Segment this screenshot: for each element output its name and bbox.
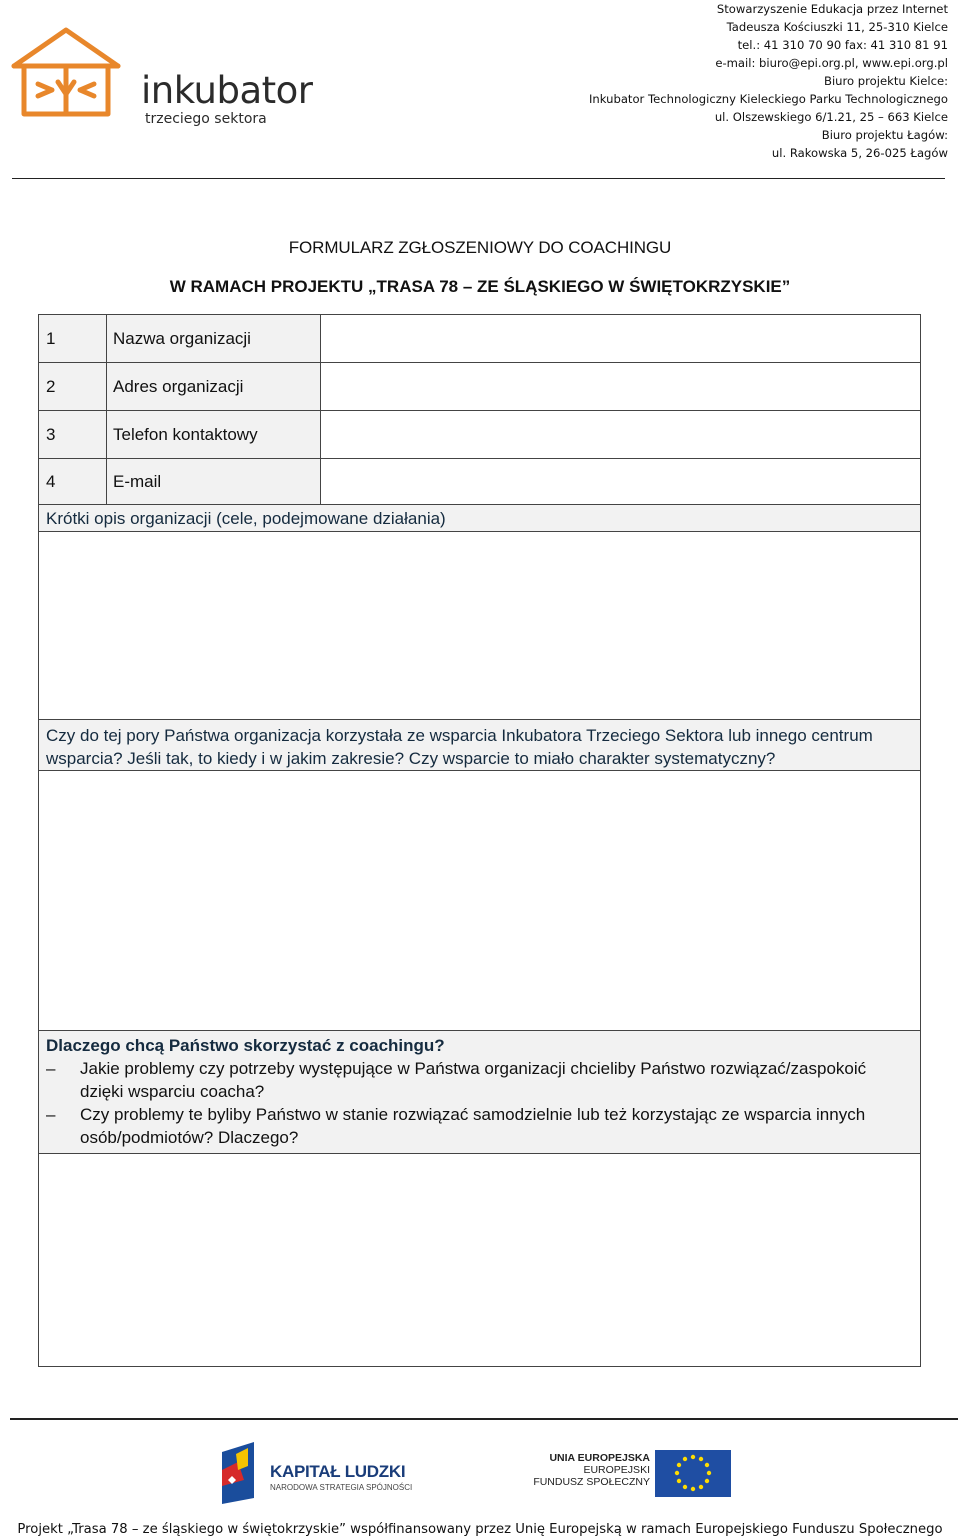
phone-field[interactable] (321, 411, 920, 458)
eu-line: EUROPEJSKI (583, 1464, 650, 1476)
previous-support-answer[interactable] (39, 771, 920, 1031)
bullet-text: Czy problemy te byliby Państwo w stanie rozwiązać samodzielnie lub też korzystając ze wsparcia innych osób/podmiotów? Dlaczego? (80, 1105, 866, 1147)
contact-line: e-mail: biuro@epi.org.pl, www.epi.org.pl (715, 56, 948, 70)
field-label: Adres organizacji (107, 363, 321, 410)
question-lead: Dlaczego chcą Państwo skorzystać z coachingu? (46, 1036, 445, 1055)
form-row-organization-name (39, 315, 920, 363)
kapital-ludzki-subtitle: NARODOWA STRATEGIA SPÓJNOŚCI (270, 1483, 413, 1492)
footer-project-note: Projekt „Trasa 78 – ze śląskiego w świętokrzyskie” współfinansowany przez Unię Europejską w ramach Europejskiego Funduszu Społecznego (17, 1522, 943, 1537)
form-row-phone (39, 411, 920, 459)
contact-line: Inkubator Technologiczny Kieleckiego Parku Technologicznego (588, 92, 948, 106)
footer-divider (10, 1418, 958, 1420)
field-label: Telefon kontaktowy (107, 411, 321, 458)
eu-line: FUNDUSZ SPOŁECZNY (533, 1476, 650, 1488)
inkubator-logo (8, 22, 313, 132)
bullet-text: Jakie problemy czy potrzeby występujące w Państwa organizacji chcieliby Państwo rozwiązać/zaspokoić dzięki wsparciu coacha? (80, 1059, 867, 1101)
contact-line: Biuro projektu Kielce: (823, 74, 948, 88)
question-bullet (46, 1103, 913, 1149)
row-number: 4 (39, 459, 107, 504)
row-number: 3 (39, 411, 107, 458)
field-label: Nazwa organizacji (107, 315, 321, 362)
contact-info (589, 0, 948, 162)
question-organization-description: Krótki opis organizacji (cele, podejmowane działania) (39, 504, 920, 532)
field-label: E-mail (107, 459, 321, 504)
house-box-icon (8, 22, 128, 127)
bullet-dash: – (46, 1059, 56, 1078)
kapital-ludzki-flag-icon (218, 1440, 268, 1506)
organization-name-field[interactable] (321, 315, 920, 362)
contact-line: tel.: 41 310 70 90 fax: 41 310 81 91 (737, 38, 948, 52)
contact-line: Biuro projektu Łagów: (821, 128, 948, 142)
logo-wordmark: inkubator (141, 69, 313, 112)
eu-stars-icon (655, 1450, 731, 1497)
eu-text (533, 1452, 650, 1488)
email-field[interactable] (321, 459, 920, 504)
question-coaching-reason (39, 1031, 920, 1154)
form-row-organization-address (39, 363, 920, 411)
contact-line: Stowarzyszenie Edukacja przez Internet (716, 2, 948, 16)
eu-logo (533, 1448, 734, 1500)
question-previous-support: Czy do tej pory Państwa organizacja korzystała ze wsparcia Inkubatora Trzeciego Sektora lub innego centrum wsparcia? Jeśli tak, to kiedy i w jakim zakresie? Czy wsparcie to miało charakter systematyczny? (39, 720, 920, 771)
question-bullet (46, 1057, 913, 1103)
eu-line: UNIA EUROPEJSKA (549, 1452, 650, 1464)
logo-subtitle: trzeciego sektora (145, 111, 267, 127)
form-subtitle: W RAMACH PROJEKTU „TRASA 78 – ZE ŚLĄSKIEGO W ŚWIĘTOKRZYSKIE” (169, 277, 791, 296)
coaching-reason-answer[interactable] (39, 1154, 920, 1367)
eu-flag-icon (655, 1450, 731, 1497)
contact-line: Tadeusza Kościuszki 11, 25-310 Kielce (726, 20, 948, 34)
organization-address-field[interactable] (321, 363, 920, 410)
row-number: 1 (39, 315, 107, 362)
kapital-ludzki-logo (218, 1440, 428, 1506)
contact-line: ul. Rakowska 5, 26-025 Łagów (771, 146, 948, 160)
row-number: 2 (39, 363, 107, 410)
contact-line: ul. Olszewskiego 6/1.21, 25 – 663 Kielce (714, 110, 948, 124)
bullet-dash: – (46, 1105, 56, 1124)
form-row-email (39, 459, 920, 504)
organization-description-answer[interactable] (39, 532, 920, 720)
application-form (38, 314, 921, 1367)
kapital-ludzki-title: KAPITAŁ LUDZKI (270, 1462, 406, 1481)
header-divider (12, 178, 945, 179)
form-title: FORMULARZ ZGŁOSZENIOWY DO COACHINGU (288, 238, 672, 257)
